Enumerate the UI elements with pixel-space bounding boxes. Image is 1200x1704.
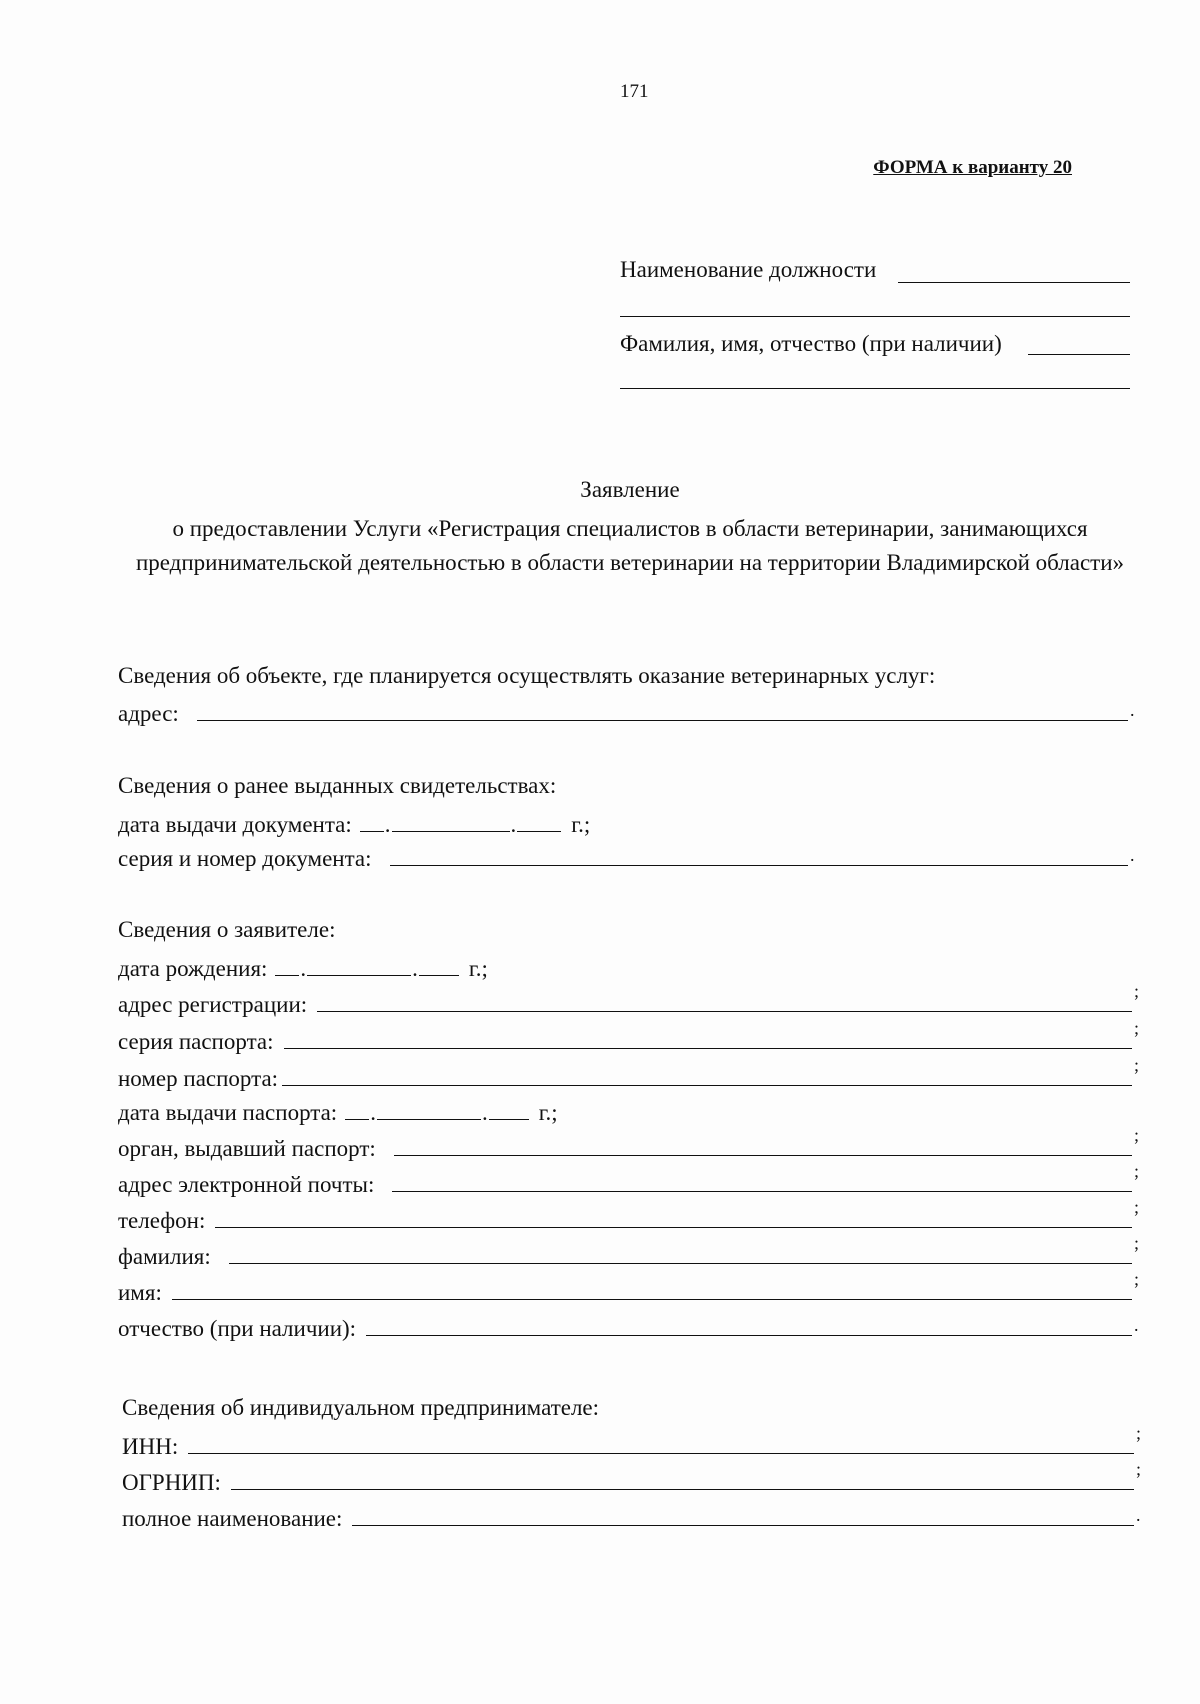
- email-label: адрес электронной почты:: [118, 1172, 375, 1197]
- phone-field[interactable]: [215, 1227, 1132, 1228]
- ogrnip-row: [122, 1459, 1148, 1495]
- full-name-row: [122, 1500, 1148, 1530]
- patronymic-label: отчество (при наличии):: [118, 1316, 357, 1341]
- object-address-row: [118, 695, 1142, 725]
- year-suffix: г.;: [538, 1100, 558, 1125]
- birth-date-label: дата рождения:: [118, 956, 268, 981]
- date-dot: .: [412, 956, 418, 981]
- birth-date-row: [118, 950, 488, 980]
- email-field[interactable]: [392, 1191, 1132, 1192]
- registration-address-field[interactable]: [317, 1011, 1132, 1012]
- birth-year-field[interactable]: [419, 975, 459, 976]
- full-name-label: полное наименование:: [122, 1506, 343, 1531]
- first-name-field[interactable]: [172, 1299, 1132, 1300]
- last-name-label: фамилия:: [118, 1244, 211, 1269]
- fio-field-line[interactable]: [1028, 354, 1130, 355]
- entrepreneur-section-heading: Сведения об индивидуальном предпринимателе:: [122, 1395, 600, 1420]
- object-address-field[interactable]: [197, 720, 1128, 721]
- fio-label: Фамилия, имя, отчество (при наличии): [620, 331, 1002, 356]
- phone-end-mark: ;: [1134, 1197, 1140, 1217]
- passport-series-field[interactable]: [284, 1048, 1133, 1049]
- page-number: 171: [620, 81, 649, 102]
- passport-number-label: номер паспорта:: [118, 1066, 279, 1091]
- first-name-row: [118, 1269, 1146, 1305]
- certificates-section-heading: Сведения о ранее выданных свидетельствах:: [118, 773, 557, 798]
- ogrnip-field[interactable]: [231, 1489, 1134, 1490]
- phone-row: [118, 1197, 1146, 1233]
- last-name-field[interactable]: [229, 1263, 1132, 1264]
- first-name-label: имя:: [118, 1280, 162, 1305]
- applicant-section-heading: Сведения о заявителе:: [118, 917, 336, 942]
- passport-issue-date-row: [118, 1094, 558, 1124]
- full-name-field[interactable]: [352, 1525, 1134, 1526]
- passport-series-row: [118, 1018, 1146, 1054]
- passport-issue-month-field[interactable]: [377, 1119, 481, 1120]
- object-address-label: адрес:: [118, 701, 179, 726]
- passport-issuer-end-mark: ;: [1134, 1125, 1140, 1145]
- position-field-line[interactable]: [898, 282, 1130, 283]
- object-section-heading: Сведения об объекте, где планируется осуществлять оказание ветеринарных услуг:: [118, 663, 936, 688]
- year-suffix: г.;: [571, 812, 591, 837]
- registration-address-label: адрес регистрации:: [118, 992, 308, 1017]
- passport-issue-year-field[interactable]: [489, 1119, 529, 1120]
- ogrnip-label: ОГРНИП:: [122, 1470, 221, 1495]
- position-field-line-2[interactable]: [620, 316, 1130, 317]
- phone-label: телефон:: [118, 1208, 206, 1233]
- passport-number-row: [118, 1055, 1146, 1091]
- certificate-series-row: [118, 840, 1142, 870]
- passport-issuer-field[interactable]: [394, 1155, 1132, 1156]
- full-name-end-mark: .: [1136, 1505, 1141, 1525]
- date-dot: .: [384, 812, 391, 837]
- inn-field[interactable]: [188, 1453, 1134, 1454]
- last-name-row: [118, 1233, 1146, 1269]
- passport-series-end-mark: ;: [1134, 1018, 1140, 1038]
- email-row: [118, 1161, 1146, 1197]
- last-name-end-mark: ;: [1134, 1233, 1140, 1253]
- email-end-mark: ;: [1134, 1161, 1140, 1181]
- document-title: Заявление: [580, 477, 680, 502]
- passport-issuer-row: [118, 1125, 1146, 1161]
- certificate-issue-date-row: [118, 806, 590, 836]
- date-dot: .: [510, 812, 517, 837]
- ogrnip-end-mark: ;: [1136, 1459, 1142, 1479]
- patronymic-row: [118, 1310, 1146, 1340]
- date-dot: .: [300, 956, 307, 981]
- inn-row: [122, 1423, 1148, 1459]
- certificate-issue-date-label: дата выдачи документа:: [118, 812, 352, 837]
- patronymic-end-mark: .: [1134, 1315, 1139, 1335]
- birth-day-field[interactable]: [275, 975, 299, 976]
- passport-number-end-mark: ;: [1134, 1055, 1140, 1075]
- certificate-issue-year-field[interactable]: [517, 831, 561, 832]
- position-label: Наименование должности: [620, 257, 877, 282]
- passport-issue-day-field[interactable]: [345, 1119, 369, 1120]
- certificate-series-label: серия и номер документа:: [118, 846, 372, 871]
- passport-issue-date-label: дата выдачи паспорта:: [118, 1100, 338, 1125]
- passport-series-label: серия паспорта:: [118, 1029, 274, 1054]
- date-dot: .: [481, 1100, 488, 1125]
- year-suffix: г.;: [468, 956, 488, 981]
- passport-number-field[interactable]: [282, 1085, 1132, 1086]
- object-address-end-mark: .: [1130, 700, 1135, 720]
- certificate-issue-day-field[interactable]: [360, 831, 384, 832]
- first-name-end-mark: ;: [1134, 1269, 1140, 1289]
- certificate-issue-month-field[interactable]: [392, 831, 510, 832]
- registration-address-end-mark: ;: [1134, 981, 1140, 1001]
- passport-issuer-label: орган, выдавший паспорт:: [118, 1136, 376, 1161]
- inn-label: ИНН:: [122, 1434, 179, 1459]
- registration-address-row: [118, 981, 1146, 1017]
- fio-field-line-2[interactable]: [620, 388, 1130, 389]
- certificate-series-field[interactable]: [390, 865, 1128, 866]
- certificate-series-end-mark: .: [1130, 845, 1135, 865]
- form-reference: ФОРМА к варианту 20: [873, 157, 1072, 178]
- patronymic-field[interactable]: [366, 1335, 1132, 1336]
- date-dot: .: [370, 1100, 376, 1125]
- inn-end-mark: ;: [1136, 1423, 1142, 1443]
- birth-month-field[interactable]: [307, 975, 411, 976]
- document-subtitle: о предоставлении Услуги «Регистрация специалистов в области ветеринарии, занимающихся предпринимательской деятельностью в области ветеринарии на территории Владимирской области»: [135, 516, 1125, 575]
